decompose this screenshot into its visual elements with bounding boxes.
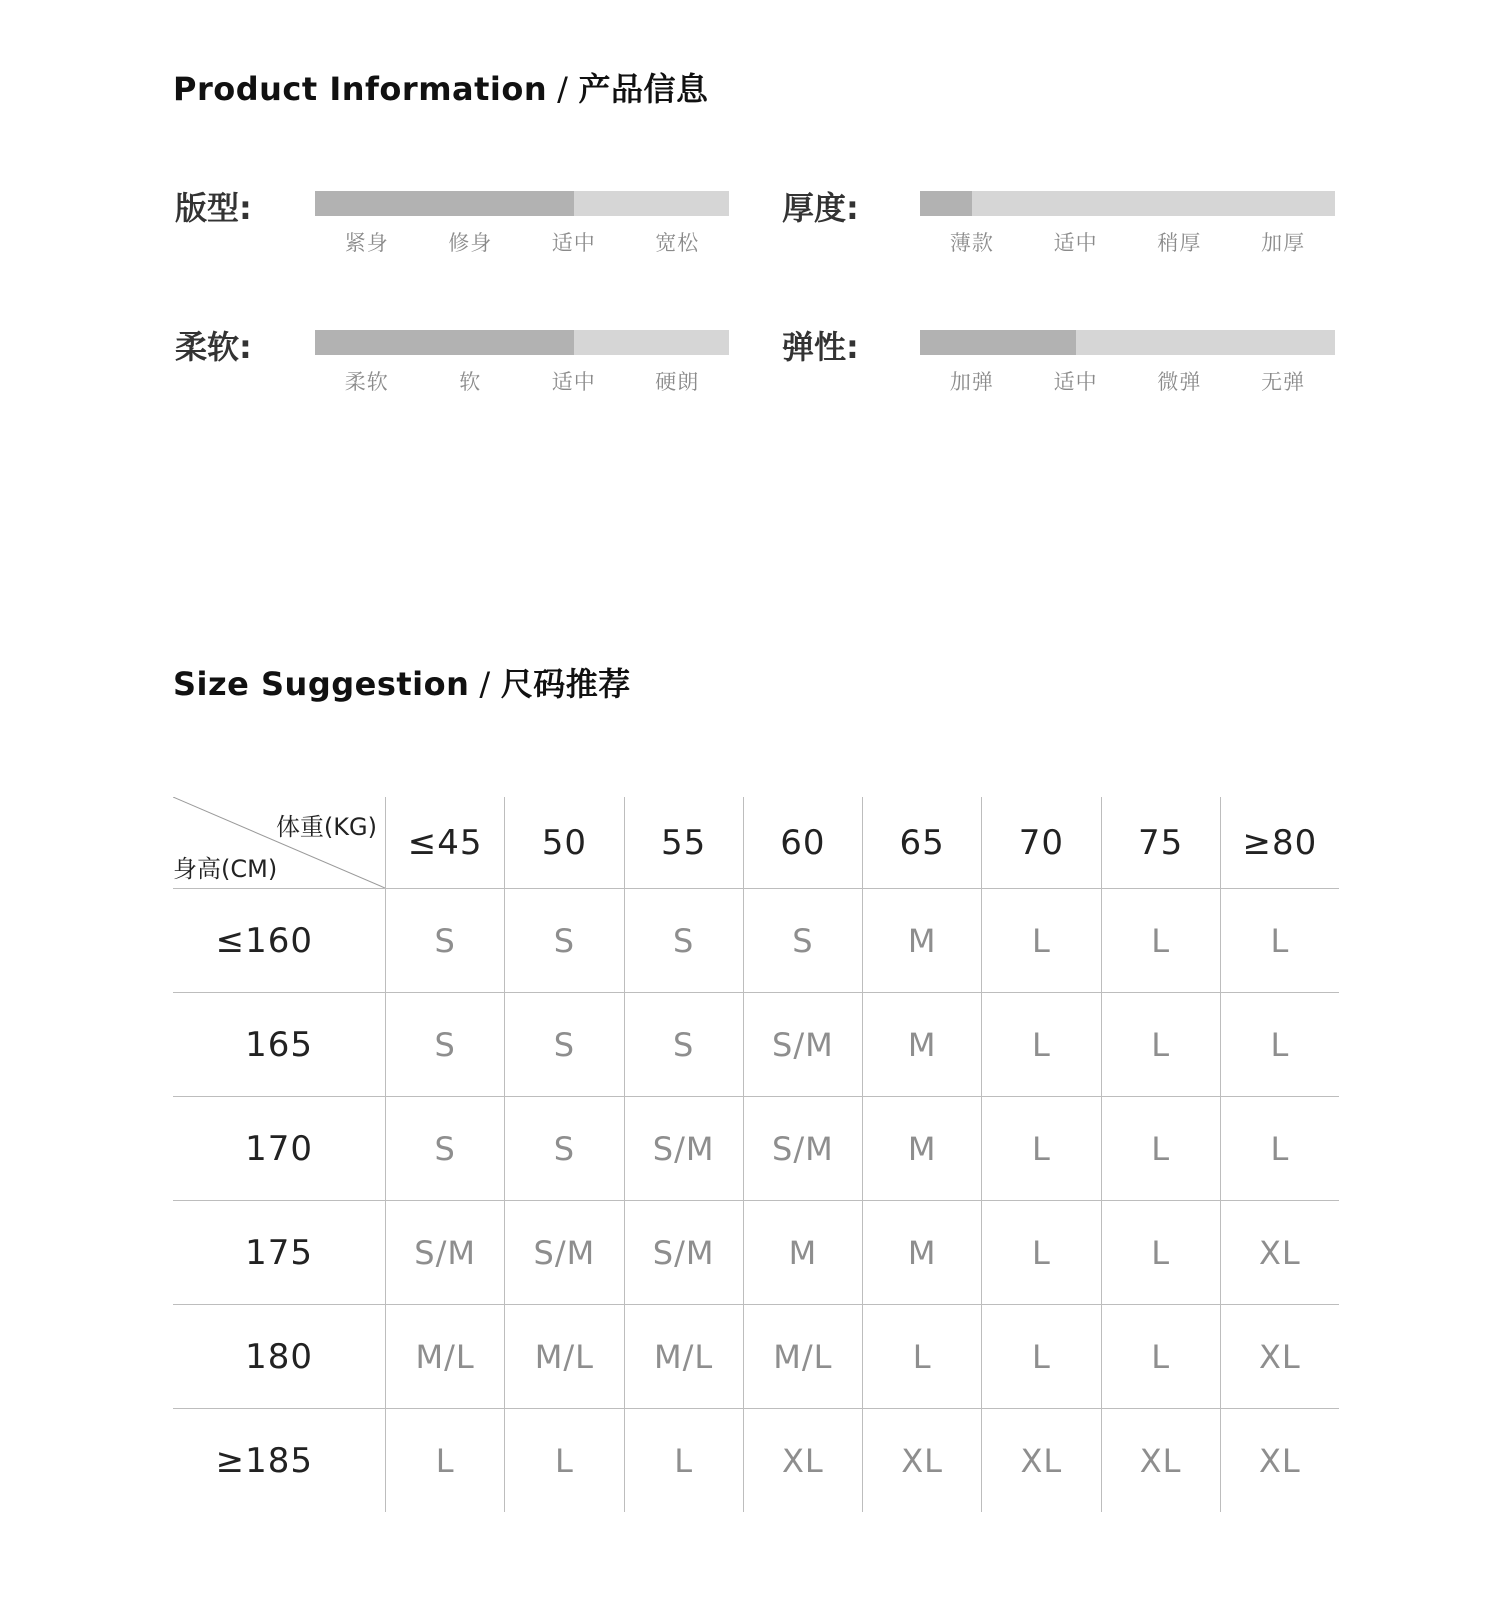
size-cell: XL (981, 1409, 1100, 1512)
attribute-option: 适中 (1053, 231, 1098, 255)
size-cell: S/M (743, 1097, 862, 1200)
attribute-option: 加厚 (1261, 231, 1306, 255)
table-row (173, 1304, 1339, 1408)
size-suggestion-title-cn: 尺码推荐 (500, 665, 631, 703)
attribute-label: 弹性: (782, 328, 859, 366)
size-cell: L (1101, 1305, 1220, 1408)
size-cell: L (1101, 889, 1220, 992)
size-table-header-row (173, 797, 1339, 888)
size-cell: L (624, 1409, 743, 1512)
attribute-scale-fill (920, 330, 1076, 355)
height-row-header: 180 (245, 1336, 313, 1377)
attribute-softness (175, 330, 775, 430)
height-axis-label: 身高(CM) (173, 855, 278, 883)
attribute-option: 硬朗 (655, 370, 700, 394)
height-row-header: ≥185 (215, 1440, 313, 1481)
weight-header-cell: ≥80 (1220, 797, 1339, 888)
attribute-label: 柔软: (175, 328, 252, 366)
size-cell: S/M (385, 1201, 504, 1304)
attribute-option: 无弹 (1261, 370, 1306, 394)
size-cell: L (862, 1305, 981, 1408)
attribute-option: 柔软 (344, 370, 389, 394)
attribute-option: 适中 (551, 370, 596, 394)
size-cell: L (981, 993, 1100, 1096)
attribute-option: 稍厚 (1157, 231, 1202, 255)
attribute-option: 修身 (448, 231, 493, 255)
attribute-scale-fill (315, 191, 574, 216)
attribute-scale-bar (315, 191, 729, 216)
attribute-options (920, 366, 1335, 396)
table-row (173, 888, 1339, 992)
attribute-option: 适中 (1053, 370, 1098, 394)
table-row (173, 1408, 1339, 1512)
size-cell: M/L (504, 1305, 623, 1408)
height-row-header: ≤160 (215, 920, 313, 961)
size-cell: S (504, 993, 623, 1096)
size-cell: L (1220, 1097, 1339, 1200)
size-suggestion-title-separator: / (479, 665, 491, 703)
attribute-option: 紧身 (344, 231, 389, 255)
size-cell: M (743, 1201, 862, 1304)
height-row-header: 165 (245, 1024, 313, 1065)
size-cell: L (981, 1305, 1100, 1408)
size-table (173, 797, 1339, 1512)
weight-header-cell: 70 (981, 797, 1100, 888)
weight-axis-label: 体重(KG) (275, 813, 377, 841)
size-cell: L (981, 1097, 1100, 1200)
attribute-fit (175, 191, 775, 291)
table-row (173, 992, 1339, 1096)
attribute-scale-fill (920, 191, 972, 216)
size-cell: M (862, 993, 981, 1096)
size-cell: L (1220, 993, 1339, 1096)
size-cell: M (862, 1097, 981, 1200)
attribute-option: 加弹 (949, 370, 994, 394)
size-cell: S (385, 889, 504, 992)
size-cell: S (504, 889, 623, 992)
size-cell: S (624, 889, 743, 992)
product-info-title (173, 64, 708, 110)
weight-header-cell: 75 (1101, 797, 1220, 888)
attribute-options (315, 227, 729, 257)
size-cell: XL (1220, 1305, 1339, 1408)
size-cell: S/M (504, 1201, 623, 1304)
size-cell: S/M (624, 1201, 743, 1304)
table-row (173, 1200, 1339, 1304)
size-cell: XL (1220, 1201, 1339, 1304)
attribute-scale-bar (920, 191, 1335, 216)
attribute-option: 软 (459, 370, 482, 394)
size-cell: S (743, 889, 862, 992)
size-cell: S/M (624, 1097, 743, 1200)
weight-header-cell: 60 (743, 797, 862, 888)
size-cell: L (981, 1201, 1100, 1304)
size-cell: XL (862, 1409, 981, 1512)
height-row-header: 170 (245, 1128, 313, 1169)
size-cell: M (862, 889, 981, 992)
size-cell: XL (743, 1409, 862, 1512)
size-cell: XL (1220, 1409, 1339, 1512)
attribute-thickness (782, 191, 1382, 291)
height-row-header: 175 (245, 1232, 313, 1273)
attribute-options (315, 366, 729, 396)
attribute-scale-fill (315, 330, 574, 355)
attribute-option: 微弹 (1157, 370, 1202, 394)
size-cell: L (504, 1409, 623, 1512)
weight-header-cell: 65 (862, 797, 981, 888)
attribute-scale-bar (920, 330, 1335, 355)
product-info-title-en: Product Information (173, 70, 548, 108)
attribute-option: 适中 (551, 231, 596, 255)
size-suggestion-title (173, 659, 631, 705)
size-cell: L (1220, 889, 1339, 992)
size-cell: S (385, 993, 504, 1096)
size-cell: M (862, 1201, 981, 1304)
attribute-elasticity (782, 330, 1382, 430)
size-cell: M/L (743, 1305, 862, 1408)
attribute-option: 宽松 (655, 231, 700, 255)
table-row (173, 1096, 1339, 1200)
weight-header-cell: 50 (504, 797, 623, 888)
size-cell: S (385, 1097, 504, 1200)
size-cell: L (1101, 993, 1220, 1096)
size-cell: L (981, 889, 1100, 992)
size-cell: S (504, 1097, 623, 1200)
attribute-scale-bar (315, 330, 729, 355)
product-info-title-cn: 产品信息 (578, 70, 709, 108)
size-cell: M/L (624, 1305, 743, 1408)
size-suggestion-title-en: Size Suggestion (173, 665, 470, 703)
size-cell: L (1101, 1201, 1220, 1304)
attribute-label: 版型: (175, 189, 252, 227)
size-cell: S (624, 993, 743, 1096)
attribute-options (920, 227, 1335, 257)
size-cell: XL (1101, 1409, 1220, 1512)
size-cell: M/L (385, 1305, 504, 1408)
size-table-corner (173, 797, 385, 888)
product-info-title-separator: / (557, 70, 569, 108)
weight-header-cell: ≤45 (385, 797, 504, 888)
size-cell: L (1101, 1097, 1220, 1200)
attribute-label: 厚度: (782, 189, 859, 227)
size-cell: S/M (743, 993, 862, 1096)
size-cell: L (385, 1409, 504, 1512)
attribute-option: 薄款 (949, 231, 994, 255)
weight-header-cell: 55 (624, 797, 743, 888)
